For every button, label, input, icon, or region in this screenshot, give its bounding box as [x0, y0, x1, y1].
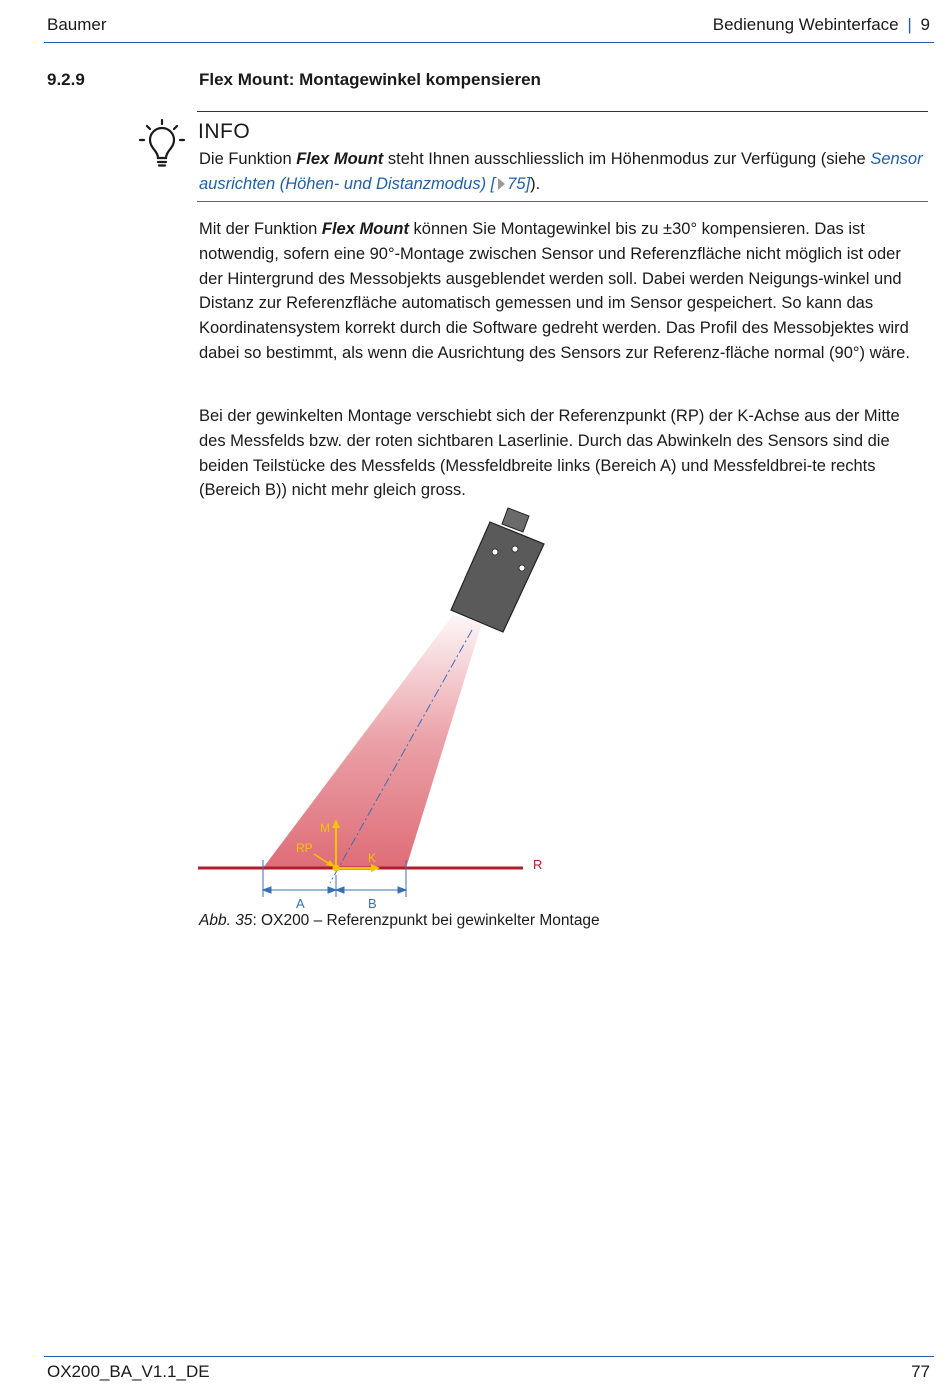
- caption-number: Abb. 35: [199, 912, 253, 929]
- mounting-figure: [190, 505, 560, 915]
- link-text: Sensor ausrichten (Höhen- und Distanzmodus) [: [199, 150, 923, 193]
- header-chapter: [713, 15, 930, 35]
- label-B: B: [368, 896, 377, 911]
- header-separator: |: [907, 15, 912, 34]
- info-top-rule: [197, 111, 928, 112]
- laser-beam: [263, 615, 482, 868]
- label-RP: RP: [296, 841, 313, 855]
- info-text-bold: Flex Mount: [296, 150, 384, 168]
- label-M: M: [320, 821, 330, 835]
- figure-caption: [199, 912, 600, 930]
- reference-point: [333, 865, 340, 872]
- info-text: [199, 147, 927, 197]
- section-number: 9.2.9: [47, 70, 85, 89]
- label-K: K: [368, 851, 377, 865]
- paragraph-reference-point: Bei der gewinkelten Montage verschiebt sich der Referenzpunkt (RP) der K-Achse aus der Mitte des Messfelds bzw. der roten sichtbaren Laserlinie. Durch das Abwinkeln des Sensors sind die beiden Teilstücke des Messfelds (Messfeldbreite links (Bereich A) und Messfeldbrei-te rechts (Bereich B)) nicht mehr gleich gross.: [199, 407, 900, 500]
- header-chapter-title: Bedienung Webinterface: [712, 15, 899, 34]
- header-rule: [44, 42, 934, 43]
- info-bottom-rule: [197, 201, 928, 202]
- info-title: INFO: [198, 120, 251, 143]
- para1-rest: können Sie Montagewinkel bis zu ±30° kompensieren. Das ist notwendig, sofern eine 90°-Montage zwischen Sensor und Referenzfläche nicht möglich ist oder der Hintergrund des Messobjekts ausgeblendet werden soll. Dabei werden Neigungs-winkel und Distanz zur Referenzfläche automatisch gemessen und im Sensor gespeichert. So kann das Koordinatensystem korrekt durch die Software gedreht werden. Das Profil des Messobjektes wird dabei so bestimmt, als wenn die Ausrichtung des Sensors zur Referenz-fläche normal (90°) wäre.: [199, 220, 910, 362]
- info-text-start: Die Funktion: [199, 150, 297, 168]
- link-page: 75]: [507, 174, 531, 193]
- paragraph-flex-mount: [199, 217, 927, 366]
- header-chapter-number: 9: [920, 15, 930, 34]
- dim-b-arrow-left: [336, 887, 344, 893]
- info-text-end: ).: [530, 174, 541, 193]
- dim-a-arrow-left: [263, 887, 271, 893]
- dim-b-arrow-right: [398, 887, 406, 893]
- footer-rule: [44, 1356, 934, 1357]
- para1-start: Mit der Funktion: [199, 220, 322, 238]
- lightbulb-icon: [138, 118, 190, 170]
- para1-bold: Flex Mount: [321, 220, 409, 238]
- info-text-middle: steht Ihnen ausschliesslich im Höhenmodus zur Verfügung (siehe: [383, 150, 871, 168]
- label-A: A: [296, 896, 305, 911]
- footer-document-id: OX200_BA_V1.1_DE: [47, 1362, 210, 1381]
- caption-text: : OX200 – Referenzpunkt bei gewinkelter Montage: [252, 912, 600, 929]
- page-arrow-icon: [498, 178, 505, 190]
- footer-page-number: 77: [911, 1362, 930, 1381]
- header-brand: Baumer: [47, 15, 107, 34]
- label-R: R: [533, 857, 543, 872]
- section-title: Flex Mount: Montagewinkel kompensieren: [199, 70, 541, 89]
- sensor: [451, 508, 544, 632]
